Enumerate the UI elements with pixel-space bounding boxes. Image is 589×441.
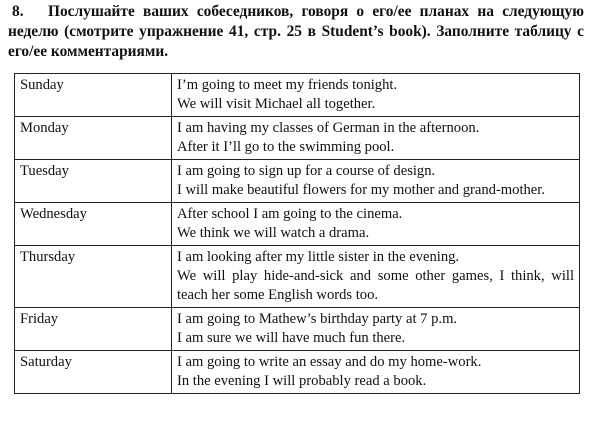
day-cell: Saturday <box>15 351 172 394</box>
day-cell: Tuesday <box>15 160 172 203</box>
comment-line: I am sure we will have much fun there. <box>177 330 406 346</box>
comment-cell <box>172 203 580 246</box>
table-row <box>15 246 580 308</box>
day-cell: Sunday <box>15 74 172 117</box>
comment-cell <box>172 246 580 308</box>
comment-line: After it I’ll go to the swimming pool. <box>177 139 395 155</box>
table-row <box>15 160 580 203</box>
comment-cell <box>172 351 580 394</box>
exercise-instruction <box>8 2 584 62</box>
comment-cell <box>172 160 580 203</box>
exercise-text: Послушайте ваших собеседников, говоря о его/ее планах на следующую неделю (смотрите упражнение 41, стр. 25 в Student’s book). Заполните таблицу с его/ее комментариями. <box>8 3 584 60</box>
comment-line: I am going to write an essay and do my home-work. <box>177 354 482 370</box>
weekly-plans-table-body <box>15 74 580 394</box>
comment-cell <box>172 74 580 117</box>
table-row <box>15 117 580 160</box>
comment-line: I am going to Mathew’s birthday party at 7 p.m. <box>177 311 458 327</box>
comment-line: We will play hide-and-sick and some other games, I think, will teach her some English words too. <box>177 268 574 303</box>
comment-line: We think we will watch a drama. <box>177 225 370 241</box>
comment-line: I will make beautiful flowers for my mother and grand-mother. <box>177 182 545 198</box>
table-row <box>15 351 580 394</box>
comment-line: I am looking after my little sister in the evening. <box>177 249 460 265</box>
table-row <box>15 203 580 246</box>
comment-cell <box>172 308 580 351</box>
weekly-plans-table <box>14 73 580 394</box>
day-cell: Wednesday <box>15 203 172 246</box>
day-cell: Monday <box>15 117 172 160</box>
table-row <box>15 74 580 117</box>
comment-line: I am having my classes of German in the afternoon. <box>177 120 480 136</box>
comment-line: We will visit Michael all together. <box>177 96 376 112</box>
table-row <box>15 308 580 351</box>
day-cell: Friday <box>15 308 172 351</box>
comment-line: After school I am going to the cinema. <box>177 206 403 222</box>
comment-line: I am going to sign up for a course of design. <box>177 163 436 179</box>
exercise-number: 8. <box>12 3 24 20</box>
day-cell: Thursday <box>15 246 172 308</box>
comment-line: In the evening I will probably read a book. <box>177 373 427 389</box>
comment-line: I’m going to meet my friends tonight. <box>177 77 398 93</box>
comment-cell <box>172 117 580 160</box>
